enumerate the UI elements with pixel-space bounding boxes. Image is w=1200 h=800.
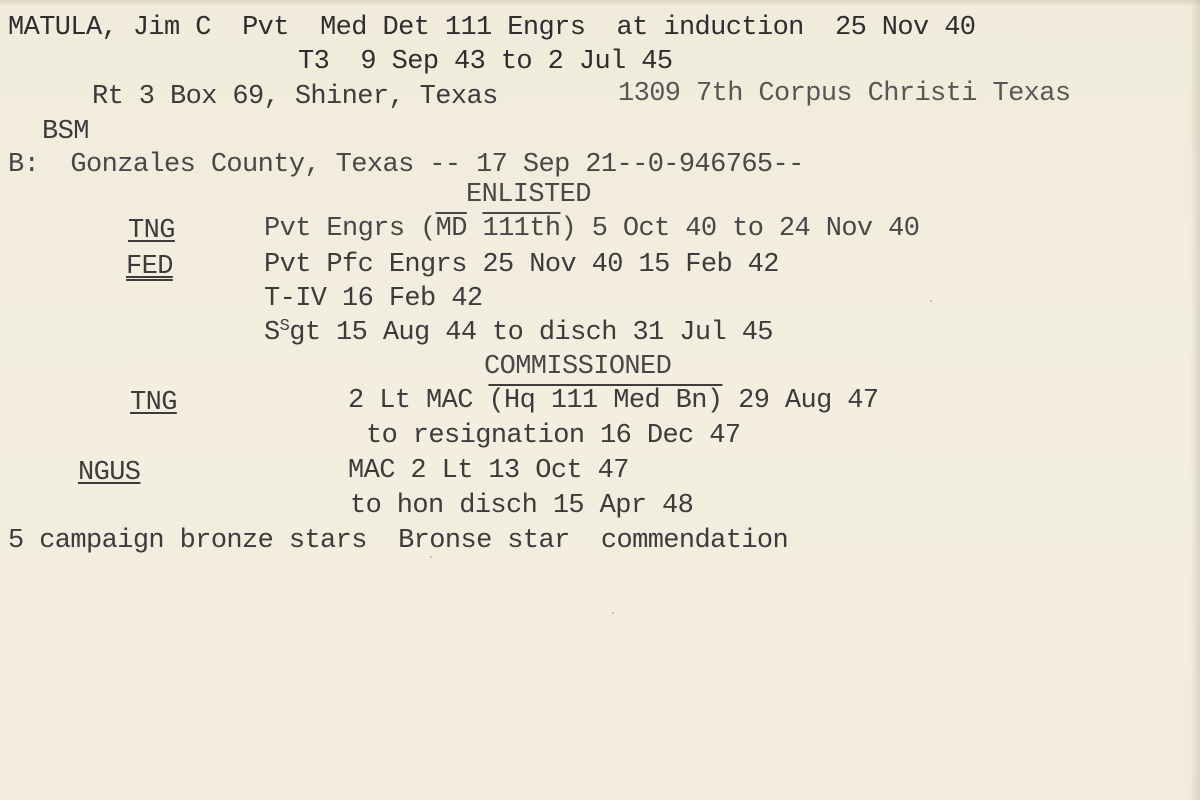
enlisted-tng-prefix: Pvt Engrs (	[264, 214, 436, 244]
commissioned-tng-label: TNG	[130, 388, 177, 418]
header-line	[8, 12, 975, 44]
enlisted-tng-suffix: ) 5 Oct 40 to 24 Nov 40	[560, 214, 920, 244]
commissioned-tng-line1	[348, 385, 879, 417]
home-address: Rt 3 Box 69, Shiner, Texas	[92, 82, 498, 112]
enlisted-fed-line1: Pvt Pfc Engrs 25 Nov 40 15 Feb 42	[264, 250, 779, 280]
enlisted-fed-line3-text: gt 15 Aug 44 to disch 31 Jul 45	[289, 318, 773, 348]
ngus-line1: MAC 2 Lt 13 Oct 47	[348, 456, 629, 486]
card-top-edge	[0, 0, 1200, 6]
enlisted-heading: ENLISTED	[466, 180, 591, 210]
paper-speck	[930, 300, 932, 302]
current-address: 1309 7th Corpus Christi Texas	[618, 79, 1071, 109]
enlisted-fed-label: FED	[126, 252, 173, 282]
ngus-line2: to hon disch 15 Apr 48	[350, 491, 694, 521]
birth-line: B: Gonzales County, Texas -- 17 Sep 21--0-946765--	[8, 150, 804, 180]
award-code: BSM	[42, 117, 89, 147]
rank-s: S	[264, 318, 280, 348]
awards-footer: 5 campaign bronze stars Bronse star commendation	[8, 526, 789, 556]
t3-line: T3 9 Sep 43 to 2 Jul 45	[298, 47, 673, 77]
enlisted-tng-md: $\overline{MD}$	[435, 214, 467, 244]
commissioned-heading: COMMISSIONED	[484, 352, 672, 382]
soldier-name: MATULA, Jim C	[8, 13, 211, 43]
enlisted-fed-line3	[264, 317, 773, 349]
enlisted-tng-unit: 111th	[482, 214, 561, 244]
card-right-edge	[1190, 0, 1200, 800]
rank-unit: Pvt Med Det 111 Engrs	[242, 13, 586, 43]
paper-speck	[612, 612, 614, 614]
enlisted-tng-line	[264, 213, 919, 245]
commissioned-rank: 2 Lt MAC	[348, 386, 489, 416]
rank-sup-s: S	[279, 317, 290, 336]
commissioned-date: 29 Aug 47	[722, 386, 879, 416]
enlisted-fed-line2: T-IV 16 Feb 42	[264, 284, 483, 314]
commissioned-tng-line2: to resignation 16 Dec 47	[366, 421, 741, 451]
ngus-label: NGUS	[78, 458, 141, 488]
induction-date: at induction 25 Nov 40	[616, 13, 976, 43]
enlisted-tng-label: TNG	[128, 216, 175, 246]
commissioned-unit: (Hq 111 Med Bn)	[488, 386, 723, 416]
